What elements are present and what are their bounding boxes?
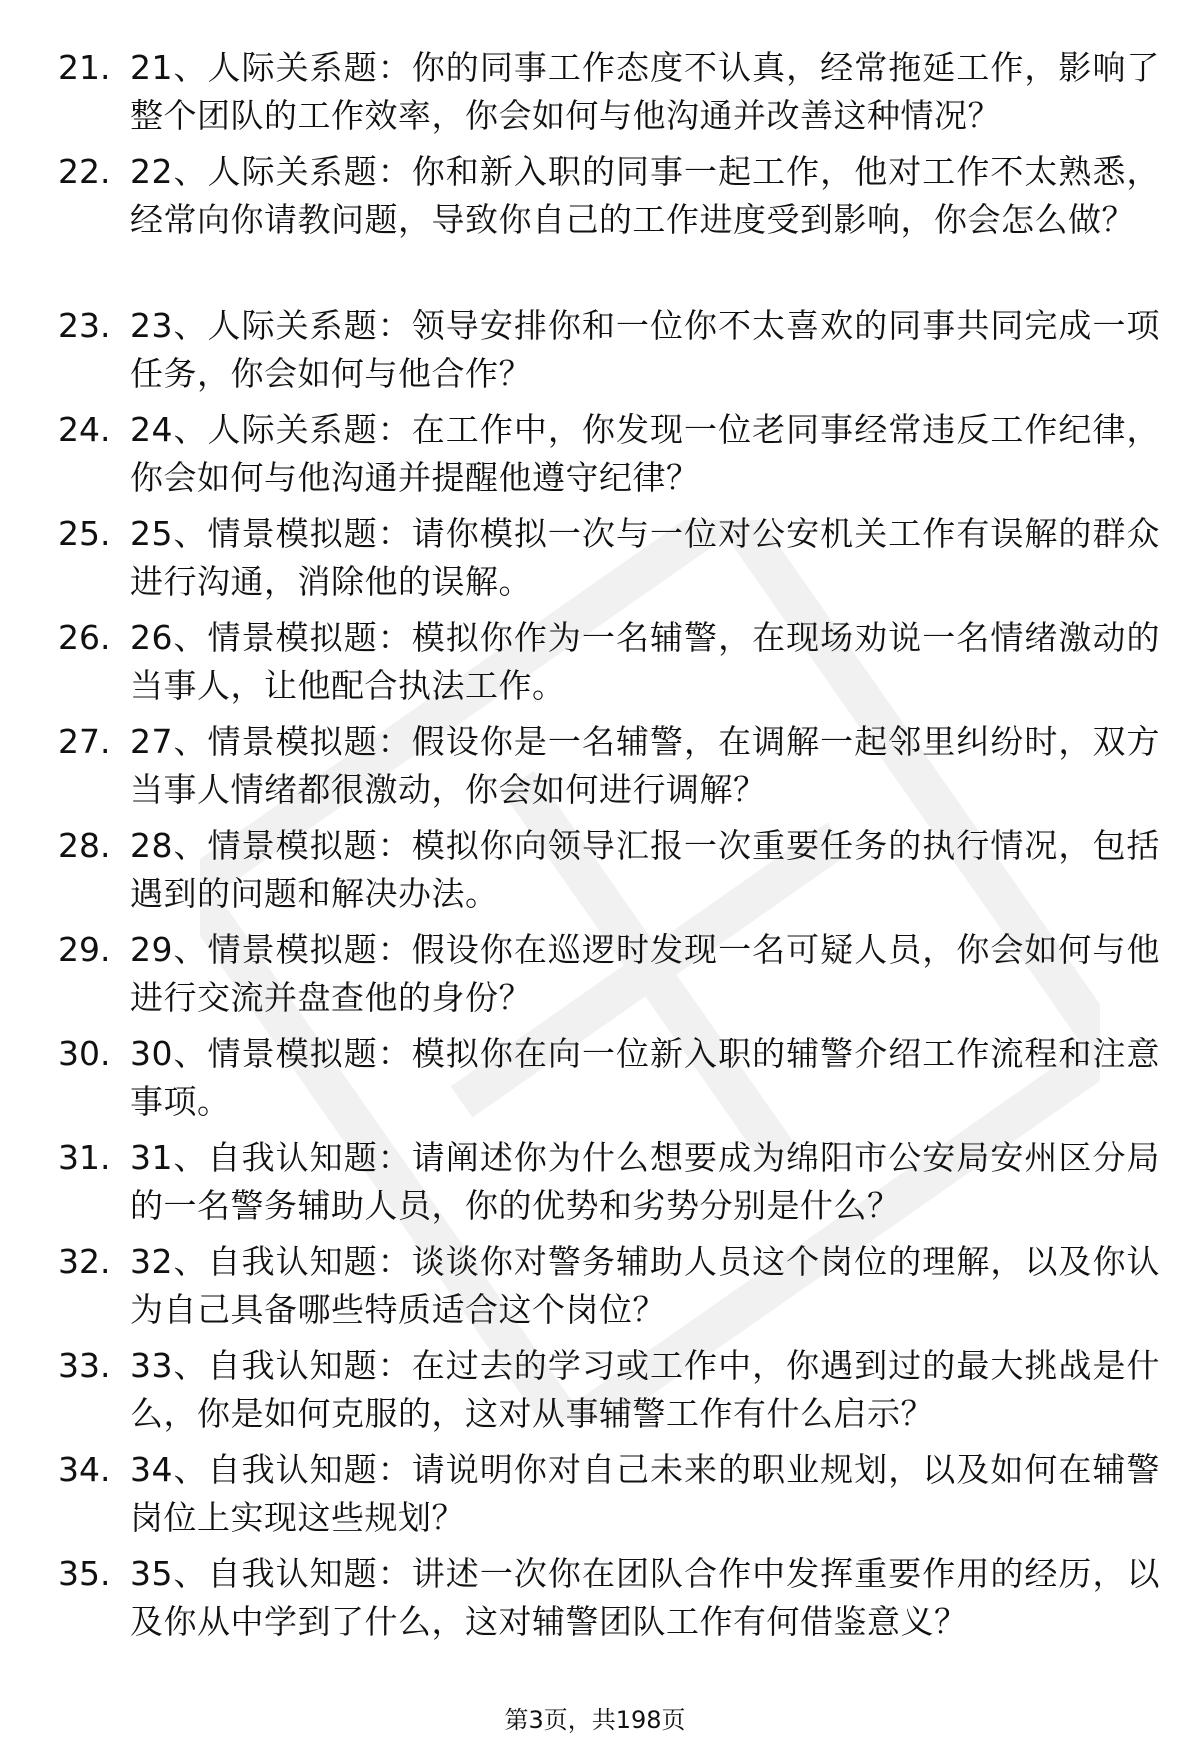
question-number: 35. xyxy=(58,1554,111,1593)
question-text: 30、情景模拟题：模拟你在向一位新入职的辅警介绍工作流程和注意事项。 xyxy=(130,1034,1160,1121)
question-text: 31、自我认知题：请阐述你为什么想要成为绵阳市公安局安州区分局的一名警务辅助人员，你的优势和劣势分别是什么？ xyxy=(130,1138,1160,1225)
question-text: 24、人际关系题：在工作中，你发现一位老同事经常违反工作纪律，你会如何与他沟通并提醒他遵守纪律？ xyxy=(130,410,1160,497)
question-text: 26、情景模拟题：模拟你作为一名辅警，在现场劝说一名情绪激动的当事人，让他配合执法工作。 xyxy=(130,618,1160,705)
question-number: 25. xyxy=(58,514,111,553)
question-text: 28、情景模拟题：模拟你向领导汇报一次重要任务的执行情况，包括遇到的问题和解决办法。 xyxy=(130,826,1160,913)
question-number: 31. xyxy=(58,1138,111,1177)
question-number: 30. xyxy=(58,1034,111,1073)
question-number: 24. xyxy=(58,410,111,449)
question-text: 21、人际关系题：你的同事工作态度不认真，经常拖延工作，影响了整个团队的工作效率，你会如何与他沟通并改善这种情况？ xyxy=(130,48,1160,135)
question-text: 29、情景模拟题：假设你在巡逻时发现一名可疑人员，你会如何与他进行交流并盘查他的身份？ xyxy=(130,930,1160,1017)
question-number: 22. xyxy=(58,152,111,191)
page-footer: 第3页，共198页 xyxy=(504,1706,686,1734)
question-text: 34、自我认知题：请说明你对自己未来的职业规划，以及如何在辅警岗位上实现这些规划？ xyxy=(130,1450,1160,1537)
question-text: 22、人际关系题：你和新入职的同事一起工作，他对工作不太熟悉，经常向你请教问题，导致你自己的工作进度受到影响，你会怎么做？ xyxy=(130,152,1160,239)
question-text: 25、情景模拟题：请你模拟一次与一位对公安机关工作有误解的群众进行沟通，消除他的误解。 xyxy=(130,514,1160,601)
question-text: 32、自我认知题：谈谈你对警务辅助人员这个岗位的理解，以及你认为自己具备哪些特质适合这个岗位？ xyxy=(130,1242,1160,1329)
question-number: 28. xyxy=(58,826,111,865)
question-text: 35、自我认知题：讲述一次你在团队合作中发挥重要作用的经历，以及你从中学到了什么，这对辅警团队工作有何借鉴意义？ xyxy=(130,1554,1160,1641)
question-number: 33. xyxy=(58,1346,111,1385)
question-text: 33、自我认知题：在过去的学习或工作中，你遇到过的最大挑战是什么，你是如何克服的，这对从事辅警工作有什么启示？ xyxy=(130,1346,1160,1433)
question-number: 21. xyxy=(58,48,111,87)
question-number: 26. xyxy=(58,618,111,657)
question-number: 23. xyxy=(58,306,111,345)
question-text: 23、人际关系题：领导安排你和一位你不太喜欢的同事共同完成一项任务，你会如何与他合作？ xyxy=(130,306,1160,393)
question-number: 32. xyxy=(58,1242,111,1281)
question-number: 34. xyxy=(58,1450,111,1489)
question-text: 27、情景模拟题：假设你是一名辅警，在调解一起邻里纠纷时，双方当事人情绪都很激动，你会如何进行调解？ xyxy=(130,722,1160,809)
question-number: 27. xyxy=(58,722,111,761)
question-number: 29. xyxy=(58,930,111,969)
